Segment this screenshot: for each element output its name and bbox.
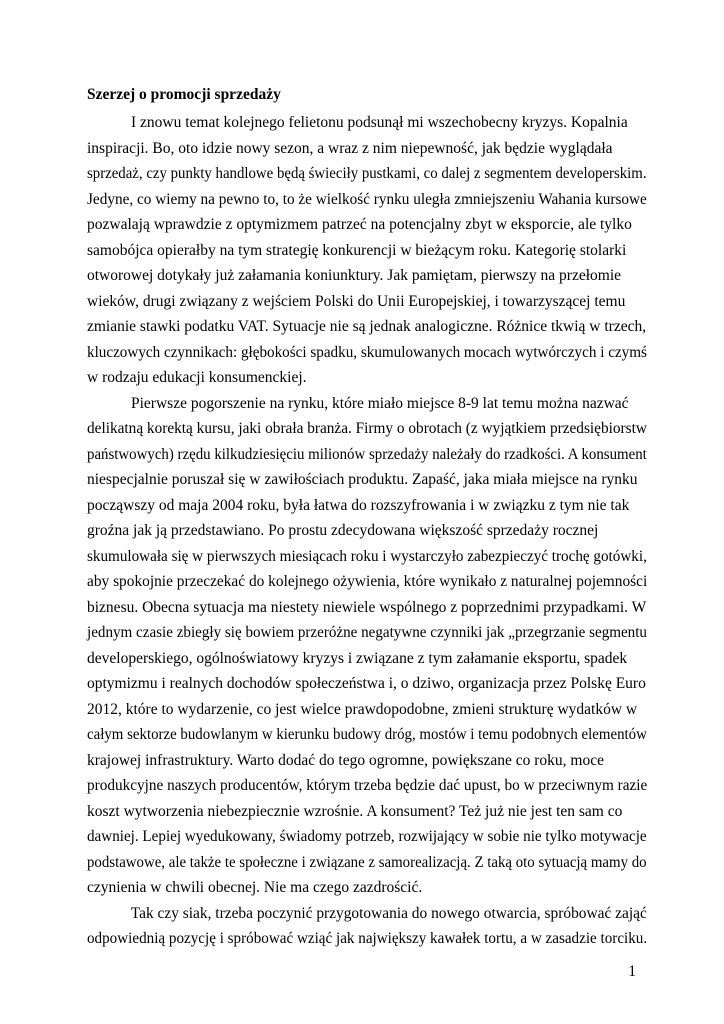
text-line: odpowiednią pozycję i spróbować wziąć jak największy kawałek tortu, a w zasadzie torciku.	[87, 930, 648, 947]
text-line: otworowej dotykały już załamania koniunktury. Jak pamiętam, pierwszy na przełomie	[87, 267, 622, 284]
text-line: jednym czasie zbiegły się bowiem przeróżne negatywne czynniki jak „przegrzanie segmentu	[87, 624, 647, 641]
text-line: inspiracji. Bo, oto idzie nowy sezon, a wraz z nim niepewność, jak będzie wyglądała	[87, 139, 613, 157]
article-title: Szerzej o promocji sprzedaży	[87, 86, 281, 103]
text-line: kluczowych czynnikach: głębokości spadku, skumulowanych mocach wytwórczych i czymś	[87, 343, 647, 361]
text-line: I znowu temat kolejnego felietonu podsunął mi wszechobecny kryzys. Kopalnia	[131, 114, 628, 131]
text-line: wieków, drugi związany z wejściem Polski do Unii Europejskiej, i towarzyszącej temu	[87, 292, 626, 310]
text-line: samobójca opierałby na tym strategię konkurencji w bieżącym roku. Kategorię stolarki	[87, 241, 627, 259]
text-line: czynienia w chwili obecnej. Nie ma czego zazdrościć.	[87, 879, 423, 896]
text-line: krajowej infrastruktury. Warto dodać do tego ogromne, powiększane co roku, moce	[87, 751, 604, 769]
text-line: państwowych) rzędu kilkudziesięciu milionów sprzedaży należały do rzadkości. A konsument	[87, 445, 647, 463]
text-line: delikatną korektą kursu, jaki obrała branża. Firmy o obrotach (z wyjątkiem przedsiębiorstw	[87, 420, 647, 437]
article-body	[87, 110, 647, 952]
text-line: w rodzaju edukacji konsumenckiej.	[87, 369, 307, 386]
text-line: produkcyjne naszych producentów, którym trzeba będzie dać upust, bo w przeciwnym razie	[87, 777, 648, 794]
text-line: począwszy od maja 2004 roku, była łatwa do rozszyfrowania i w związku z tym nie tak	[87, 496, 630, 514]
text-line: pozwalają wprawdzie z optymizmem patrzeć na potencjalny zbyt w eksporcie, ale tylko	[87, 216, 632, 233]
text-line: Tak czy siak, trzeba poczynić przygotowania do nowego otwarcia, spróbować zająć	[130, 904, 647, 922]
text-line: aby spokojnie przeczekać do kolejnego ożywienia, które wynikało z naturalnej pojemności	[87, 573, 648, 590]
text-line: niespecjalnie poruszał się w zawiłościach produktu. Zapaść, jaka miała miejsce na rynku	[87, 471, 638, 488]
text-line: zmianie stawki podatku VAT. Sytuacje nie są jednak analogiczne. Różnice tkwią w trzech,	[87, 318, 647, 335]
text-line: skumulowała się w pierwszych miesiącach roku i wystarczyło zabezpieczyć trochę gotówki,	[87, 547, 647, 565]
text-line: groźna jak ją przedstawiano. Po prostu zdecydowana większość sprzedaży rocznej	[87, 522, 599, 539]
text-line: Pierwsze pogorszenie na rynku, które miało miejsce 8-9 lat temu można nazwać	[131, 394, 629, 412]
text-line: developerskiego, ogólnoświatowy kryzys i związane z tym załamanie eksportu, spadek	[87, 649, 628, 667]
page-number: 1	[628, 963, 636, 980]
text-line: biznesu. Obecna sytuacja ma niestety niewiele wspólnego z poprzednimi przypadkami. W	[87, 598, 647, 616]
text-line: całym sektorze budowlanym w kierunku budowy dróg, mostów i temu podobnych elementów	[87, 726, 647, 743]
text-line: koszt wytworzenia niebezpiecznie wzrośnie. A konsument? Też już nie jest ten sam co	[87, 802, 623, 820]
text-line: Jedyne, co wiemy na pewno to, to że wielkość rynku uległa zmniejszeniu Wahania kursowe	[87, 190, 647, 208]
text-line: 2012, które to wydarzenie, co jest wielce prawdopodobne, zmieni strukturę wydatków w	[87, 700, 638, 718]
text-line: optymizmu i realnych dochodów społeczeństwa i, o dziwo, organizacja przez Polskę Euro	[87, 675, 646, 692]
text-line: dawniej. Lepiej wyedukowany, świadomy potrzeb, rozwijający w sobie nie tylko motywacje	[87, 828, 647, 845]
text-line: podstawowe, ale także te społeczne i związane z samorealizacją. Z taką oto sytuacją mamy do	[87, 853, 647, 871]
text-line: sprzedaż, czy punkty handlowe będą świeciły pustkami, co dalej z segmentem developerskim.	[87, 165, 647, 182]
